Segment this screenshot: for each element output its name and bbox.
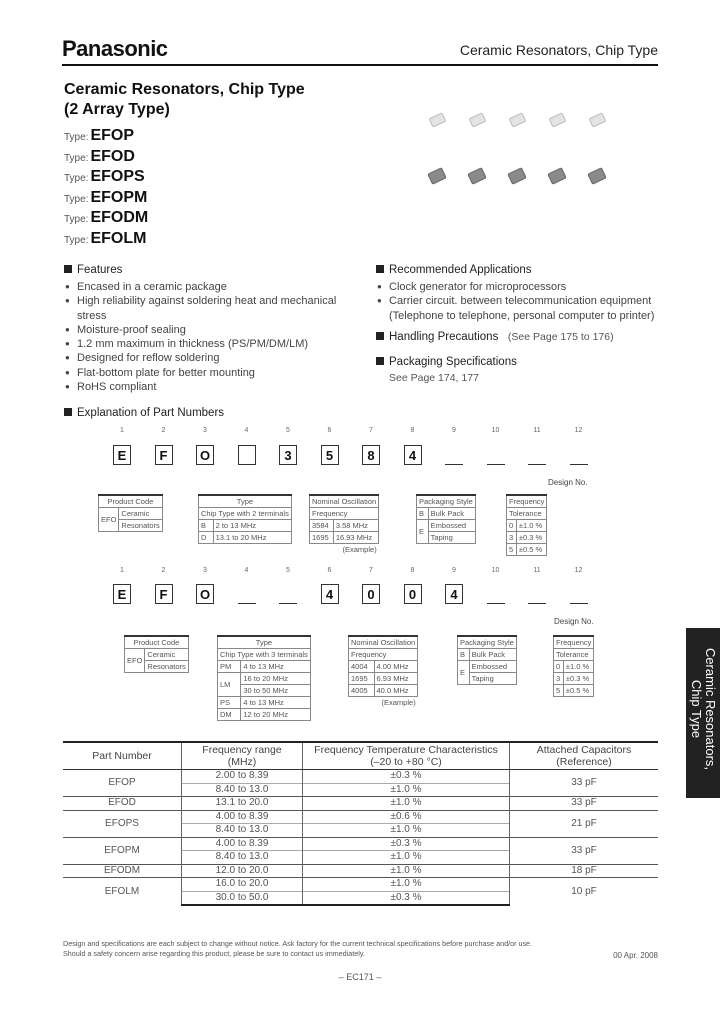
position-number: 11 <box>533 567 541 574</box>
chip-image <box>429 112 447 127</box>
product-code-legend <box>124 635 189 673</box>
column-header: Frequency range (MHz) <box>182 742 303 770</box>
part-char-blank <box>487 464 505 465</box>
type-item <box>64 126 148 147</box>
note-line: Should a safety concern arise regarding this product, please be sure to contact us immediately. <box>63 949 365 958</box>
legend-desc: Bulk Pack <box>428 508 475 520</box>
part-char-blank <box>445 464 463 465</box>
legend-code: 0 <box>507 520 517 532</box>
square-bullet-icon <box>64 265 72 273</box>
part-char-box: O <box>196 445 214 465</box>
list-item: ● Designed for reflow soldering <box>64 351 364 365</box>
tolerance-legend <box>506 494 547 556</box>
frequency-range-cell: 8.40 to 13.0 <box>182 783 303 797</box>
legend-desc: 4 to 13 MHz <box>241 661 310 673</box>
square-bullet-icon <box>376 357 384 365</box>
legend-code: PS <box>218 697 241 709</box>
part-number-cell: EFOPS <box>63 810 182 837</box>
type-item <box>64 188 148 209</box>
list-item-cont: stress <box>77 309 107 322</box>
type-item <box>64 147 148 168</box>
position-number: 9 <box>452 567 456 574</box>
legend-title: Nominal Oscillation <box>349 636 418 649</box>
legend-title: Tolerance <box>507 508 547 520</box>
part-char-box <box>238 445 256 465</box>
legend-desc: 40.0 MHz <box>374 685 418 697</box>
part-char-blank <box>238 603 256 604</box>
legend-code: 3584 <box>310 520 334 532</box>
temp-characteristic-cell: ±1.0 % <box>303 878 510 892</box>
position-number: 3 <box>203 427 207 434</box>
legend-desc: Resonators <box>145 661 188 673</box>
position-number: 7 <box>369 427 373 434</box>
part-char-box: 5 <box>321 445 339 465</box>
temp-characteristic-cell: ±1.0 % <box>303 797 510 811</box>
position-number: 4 <box>244 567 249 574</box>
legend-desc: ±0.5 % <box>516 544 547 556</box>
type-prefix: Type: <box>64 152 89 164</box>
legend-desc: ±0.5 % <box>563 685 594 697</box>
chip-image <box>469 112 487 127</box>
table-row <box>63 878 658 892</box>
temp-characteristic-cell: ±1.0 % <box>303 783 510 797</box>
part-char-box: 3 <box>279 445 297 465</box>
column-header: Part Number <box>63 742 182 770</box>
type-prefix: Type: <box>64 234 89 246</box>
position-number: 6 <box>327 427 332 434</box>
legend-desc: 13.1 to 20 MHz <box>213 532 291 544</box>
legend-title: Type <box>199 495 292 508</box>
legend-code: 5 <box>554 685 564 697</box>
packaging-heading: Packaging Specifications <box>376 356 517 368</box>
legend-code: 5 <box>507 544 517 556</box>
part-char-box: F <box>155 584 173 604</box>
position-number: 4 <box>244 427 249 434</box>
legend-code: E <box>417 520 429 544</box>
legend-code: PM <box>218 661 241 673</box>
section-side-tab <box>686 628 720 798</box>
chip-image <box>589 112 607 127</box>
handling-heading: Handling Precautions (See Page 175 to 176) <box>376 331 614 343</box>
temp-characteristic-cell: ±0.3 % <box>303 837 510 851</box>
position-number: 10 <box>491 427 500 434</box>
legend-title: Frequency <box>349 649 418 661</box>
header-title: Ceramic Resonators, Chip Type <box>459 42 658 58</box>
features-heading: Features <box>64 264 122 276</box>
list-item: ● 1.2 mm maximum in thickness (PS/PM/DM/LM) <box>64 337 364 351</box>
legend-desc: 16 to 20 MHz <box>241 673 310 685</box>
legend-desc: Resonators <box>119 520 162 532</box>
temp-characteristic-cell: ±0.6 % <box>303 810 510 824</box>
frequency-range-cell: 2.00 to 8.39 <box>182 770 303 784</box>
brand-logo: Panasonic <box>62 36 168 61</box>
position-number: 5 <box>286 567 290 574</box>
legend-desc: 3.58 MHz <box>333 520 378 532</box>
list-item: ● Flat-bottom plate for better mounting <box>64 366 364 380</box>
legend-desc: 16.93 MHz <box>333 532 378 544</box>
position-number: 8 <box>410 427 415 434</box>
part-char-box: O <box>196 584 214 604</box>
list-item: ● Moisture-proof sealing <box>64 323 364 337</box>
position-number: 8 <box>410 567 415 574</box>
legend-desc: 4 to 13 MHz <box>241 697 310 709</box>
square-bullet-icon <box>376 332 384 340</box>
product-code-legend <box>98 494 163 532</box>
temp-characteristic-cell: ±1.0 % <box>303 824 510 838</box>
legend-code: B <box>199 520 214 532</box>
chip-image <box>549 112 567 127</box>
chip-image <box>467 167 487 185</box>
type-prefix: Type: <box>64 132 89 143</box>
list-item: ● Carrier circuit. between telecommunication equipment <box>376 294 666 308</box>
part-char-box: 4 <box>321 584 339 604</box>
part-char-blank <box>570 603 588 604</box>
legend-desc: Chip Type with 3 terminals <box>218 649 311 661</box>
part-char-box: F <box>155 445 173 465</box>
legend-title: Type <box>218 636 311 649</box>
position-number: 2 <box>161 567 166 574</box>
frequency-range-cell: 4.00 to 8.39 <box>182 837 303 851</box>
capacitor-cell: 18 pF <box>510 864 659 878</box>
table-header-row <box>63 742 658 770</box>
frequency-range-cell: 8.40 to 13.0 <box>182 824 303 838</box>
table-row <box>63 810 658 824</box>
side-tab-line: Chip Type <box>689 679 704 739</box>
page-number: – EC171 – <box>338 972 382 982</box>
legend-code: 1695 <box>349 673 375 685</box>
part-char-box: 0 <box>362 584 380 604</box>
specifications-table <box>63 741 658 906</box>
type-name: EFOP <box>90 127 135 144</box>
type-name: EFOD <box>90 147 135 165</box>
part-char-box: E <box>113 584 131 604</box>
disclaimer-notes <box>63 939 532 959</box>
part-char-box: 4 <box>445 584 463 604</box>
legend-code: B <box>458 649 470 661</box>
frequency-range-cell: 8.40 to 13.0 <box>182 851 303 865</box>
tolerance-legend <box>553 635 594 697</box>
legend-desc: 2 to 13 MHz <box>213 520 291 532</box>
legend-code: 4005 <box>349 685 375 697</box>
type-item <box>64 229 148 250</box>
type-name: EFODM <box>90 209 149 226</box>
position-number: 6 <box>327 567 332 574</box>
table-row <box>63 797 658 811</box>
chip-image <box>587 167 607 185</box>
revision-date: 00 Apr. 2008 <box>613 951 658 960</box>
position-number: 12 <box>574 427 583 434</box>
header-rule <box>62 64 658 66</box>
type-prefix: Type: <box>64 214 89 225</box>
position-number: 1 <box>120 567 124 574</box>
column-header: Frequency Temperature Characteristics (–20 to +80 °C) <box>303 742 510 770</box>
capacitor-cell: 33 pF <box>510 837 659 864</box>
legend-code: D <box>199 532 214 544</box>
legend-desc: Taping <box>428 532 475 544</box>
legend-title: Product Code <box>125 636 189 649</box>
table-row <box>63 864 658 878</box>
position-number: 2 <box>161 427 166 434</box>
side-tab-label <box>689 624 717 794</box>
type-prefix: Type: <box>64 193 89 205</box>
legend-desc: 12 to 20 MHz <box>241 709 310 721</box>
legend-code: DM <box>218 709 241 721</box>
capacitor-cell: 10 pF <box>510 878 659 906</box>
legend-example: (Example) <box>342 545 377 554</box>
nominal-frequency-legend <box>348 635 418 708</box>
type-item <box>64 167 148 188</box>
design-no-label: Design No. <box>554 617 594 626</box>
part-number-cell: EFOD <box>63 797 182 811</box>
legend-title: Frequency <box>507 495 547 508</box>
handling-see: (See Page 175 to 176) <box>507 331 614 343</box>
temp-characteristic-cell: ±0.3 % <box>303 891 510 905</box>
temp-characteristic-cell: ±1.0 % <box>303 864 510 878</box>
applications-list <box>376 280 666 323</box>
part-number-cell: EFODM <box>63 864 182 878</box>
table-row <box>63 770 658 784</box>
legend-title: Frequency <box>310 508 379 520</box>
part-char-blank <box>570 464 588 465</box>
legend-code: LM <box>218 673 241 697</box>
part-char-box: 4 <box>404 445 422 465</box>
legend-desc: Bulk Pack <box>469 649 516 661</box>
legend-code: 0 <box>554 661 564 673</box>
square-bullet-icon <box>376 265 384 273</box>
title-line-2: (2 Array Type) <box>64 101 170 118</box>
legend-desc: 6.93 MHz <box>374 673 418 685</box>
page-title <box>64 80 305 120</box>
title-line-1: Ceramic Resonators, Chip Type <box>64 81 305 98</box>
packaging-legend <box>416 494 476 544</box>
legend-desc: Embossed <box>469 661 516 673</box>
position-number: 5 <box>286 427 290 434</box>
part-number-cell: EFOPM <box>63 837 182 864</box>
part-char-blank <box>528 603 546 604</box>
legend-title: Packaging Style <box>417 495 476 508</box>
frequency-range-cell: 30.0 to 50.0 <box>182 891 303 905</box>
type-item <box>64 208 148 229</box>
legend-title: Frequency <box>554 636 594 649</box>
design-no-label: Design No. <box>548 478 588 487</box>
part-char-blank <box>279 603 297 604</box>
part-number-cell: EFOP <box>63 770 182 797</box>
note-line: Design and specifications are each subject to change without notice. Ask factory for the current technical specifications before purchase and/or use. <box>63 939 533 948</box>
legend-desc: ±1.0 % <box>516 520 547 532</box>
legend-code: EFO <box>125 649 145 673</box>
legend-title: Nominal Oscillation <box>310 495 379 508</box>
part-char-box: 8 <box>362 445 380 465</box>
legend-desc: Embossed <box>428 520 475 532</box>
legend-desc: 4.00 MHz <box>374 661 418 673</box>
legend-code: EFO <box>99 508 119 532</box>
type-prefix: Type: <box>64 173 89 184</box>
capacitor-cell: 33 pF <box>510 770 659 797</box>
type-name: EFOPM <box>90 188 148 206</box>
legend-code: 3 <box>554 673 564 685</box>
position-number: 11 <box>533 427 541 434</box>
list-item: ● Clock generator for microprocessors <box>376 280 666 294</box>
frequency-range-cell: 16.0 to 20.0 <box>182 878 303 892</box>
legend-title: Tolerance <box>554 649 594 661</box>
chip-image <box>427 167 447 185</box>
legend-title: Product Code <box>99 495 163 508</box>
nominal-frequency-legend <box>309 494 379 555</box>
legend-code: 4004 <box>349 661 375 673</box>
type-list <box>64 126 148 249</box>
chip-image <box>547 167 567 185</box>
part-number-cell: EFOLM <box>63 878 182 906</box>
applications-heading: Recommended Applications <box>376 264 532 276</box>
side-tab-line: Ceramic Resonators, <box>703 647 718 771</box>
square-bullet-icon <box>64 408 72 416</box>
legend-desc: Ceramic <box>145 649 188 661</box>
explanation-heading: Explanation of Part Numbers <box>64 407 224 419</box>
features-list <box>64 280 364 394</box>
position-number: 10 <box>491 567 500 574</box>
position-number: 7 <box>369 567 373 574</box>
legend-desc: Taping <box>469 673 516 685</box>
position-number: 9 <box>452 427 456 434</box>
frequency-range-cell: 12.0 to 20.0 <box>182 864 303 878</box>
legend-desc: ±1.0 % <box>563 661 594 673</box>
chip-image <box>507 167 527 185</box>
legend-desc: Chip Type with 2 terminals <box>199 508 292 520</box>
list-item: ● RoHS compliant <box>64 380 364 394</box>
capacitor-cell: 33 pF <box>510 797 659 811</box>
position-number: 3 <box>203 567 207 574</box>
legend-code: B <box>417 508 429 520</box>
legend-code: 1695 <box>310 532 334 544</box>
legend-title: Packaging Style <box>458 636 517 649</box>
legend-desc: 30 to 50 MHz <box>241 685 310 697</box>
type-legend <box>198 494 292 544</box>
table-row <box>63 837 658 851</box>
type-legend <box>217 635 311 721</box>
packaging-legend <box>457 635 517 685</box>
column-header: Attached Capacitors (Reference) <box>510 742 659 770</box>
list-item: ● High reliability against soldering heat and mechanical <box>64 294 364 308</box>
part-char-blank <box>487 603 505 604</box>
legend-desc: Ceramic <box>119 508 162 520</box>
type-name: EFOPS <box>90 168 145 185</box>
packaging-see: See Page 174, 177 <box>389 372 479 384</box>
frequency-range-cell: 4.00 to 8.39 <box>182 810 303 824</box>
position-number: 12 <box>574 567 583 574</box>
legend-desc: ±0.3 % <box>563 673 594 685</box>
capacitor-cell: 21 pF <box>510 810 659 837</box>
list-item-cont: (Telephone to telephone, personal computer to printer) <box>389 309 655 322</box>
legend-code: 3 <box>507 532 517 544</box>
part-char-blank <box>528 464 546 465</box>
chip-image <box>509 112 527 127</box>
part-char-box: E <box>113 445 131 465</box>
legend-desc: ±0.3 % <box>516 532 547 544</box>
frequency-range-cell: 13.1 to 20.0 <box>182 797 303 811</box>
temp-characteristic-cell: ±0.3 % <box>303 770 510 784</box>
type-name: EFOLM <box>90 229 147 247</box>
legend-code: E <box>458 661 470 685</box>
temp-characteristic-cell: ±1.0 % <box>303 851 510 865</box>
position-number: 1 <box>120 427 124 434</box>
legend-example: (Example) <box>381 698 416 707</box>
part-char-box: 0 <box>404 584 422 604</box>
list-item: ● Encased in a ceramic package <box>64 280 364 294</box>
